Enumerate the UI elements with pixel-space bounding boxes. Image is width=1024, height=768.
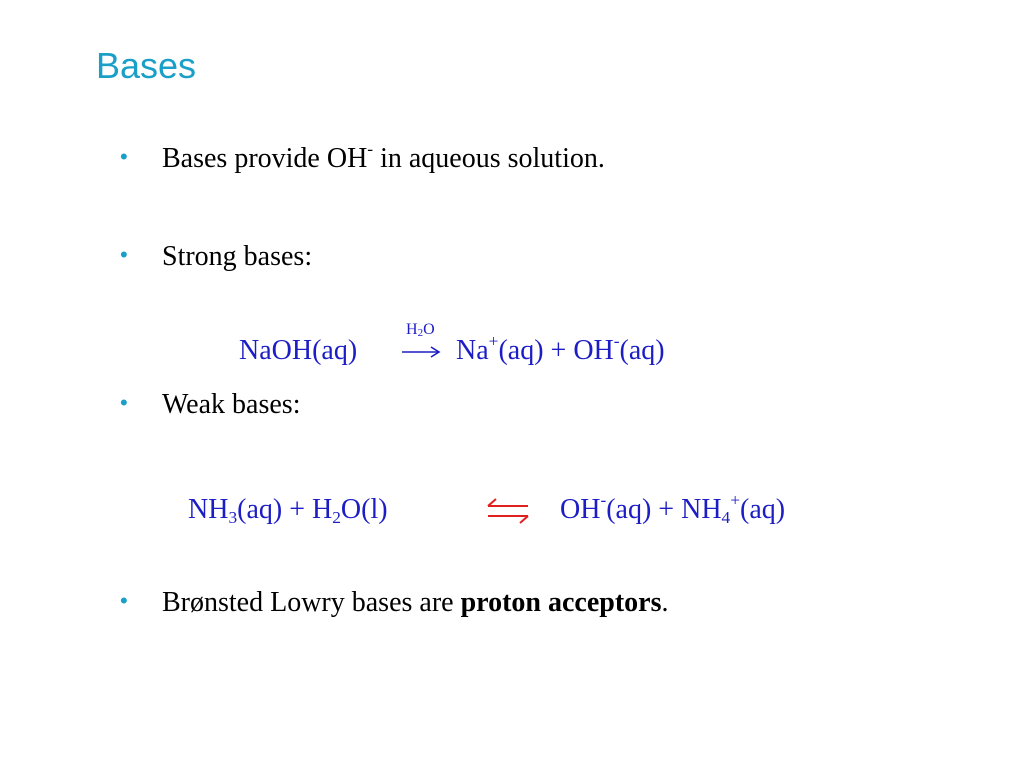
rhs-middle: (aq) + NH (606, 494, 722, 525)
arrow-label-o: O (423, 321, 435, 338)
weak-base-rhs (560, 490, 786, 527)
sodium-charge: + (488, 331, 499, 351)
hydroxide-symbol: OH (560, 494, 601, 525)
naoh-formula: NaOH(aq) (239, 335, 358, 366)
ammonia-subscript: 3 (228, 507, 238, 527)
water-subscript: 2 (332, 507, 341, 527)
sodium-symbol: Na (456, 335, 489, 366)
right-arrow-icon (398, 322, 444, 366)
equilibrium-arrow-icon (484, 496, 532, 524)
bullet-dot-icon: • (120, 390, 128, 415)
bullet-text-pre: Brønsted Lowry bases are (162, 587, 461, 618)
ammonia-symbol: NH (188, 494, 229, 525)
bullet-item-strong-bases (120, 243, 312, 271)
bullet-item-weak-bases (120, 391, 300, 419)
bullet-item-bases-provide (120, 139, 605, 174)
rhs-end: (aq) (740, 494, 786, 525)
ammonium-charge: + (730, 490, 741, 510)
rhs-middle: (aq) + OH (498, 335, 614, 366)
reaction-arrow-group (398, 322, 444, 366)
bullet-text-pre: Bases provide OH (162, 143, 368, 174)
hydroxide-charge: - (367, 139, 374, 159)
bullet-text: Strong bases: (162, 241, 313, 272)
bullet-text-post: . (661, 587, 669, 618)
lhs-end: O(l) (340, 494, 388, 525)
bullet-dot-icon: • (120, 144, 128, 169)
lhs-middle: (aq) + H (237, 494, 333, 525)
slide-title: Bases (96, 45, 197, 86)
hydroxide-charge: - (600, 490, 607, 510)
bullet-text-post: in aqueous solution. (373, 143, 605, 174)
weak-base-lhs (188, 494, 388, 527)
bullet-item-bronsted-lowry (120, 589, 669, 617)
strong-base-lhs (239, 337, 357, 365)
bullet-text-bold: proton acceptors (460, 587, 662, 618)
bullet-dot-icon: • (120, 588, 128, 613)
rhs-end: (aq) (619, 335, 665, 366)
bullet-dot-icon: • (120, 242, 128, 267)
bullet-text: Weak bases: (162, 389, 301, 420)
hydroxide-charge: - (613, 331, 620, 351)
arrow-label-sub: 2 (417, 327, 424, 339)
arrow-label-h: H (406, 321, 418, 338)
ammonium-subscript: 4 (721, 507, 731, 527)
strong-base-rhs (456, 331, 665, 366)
